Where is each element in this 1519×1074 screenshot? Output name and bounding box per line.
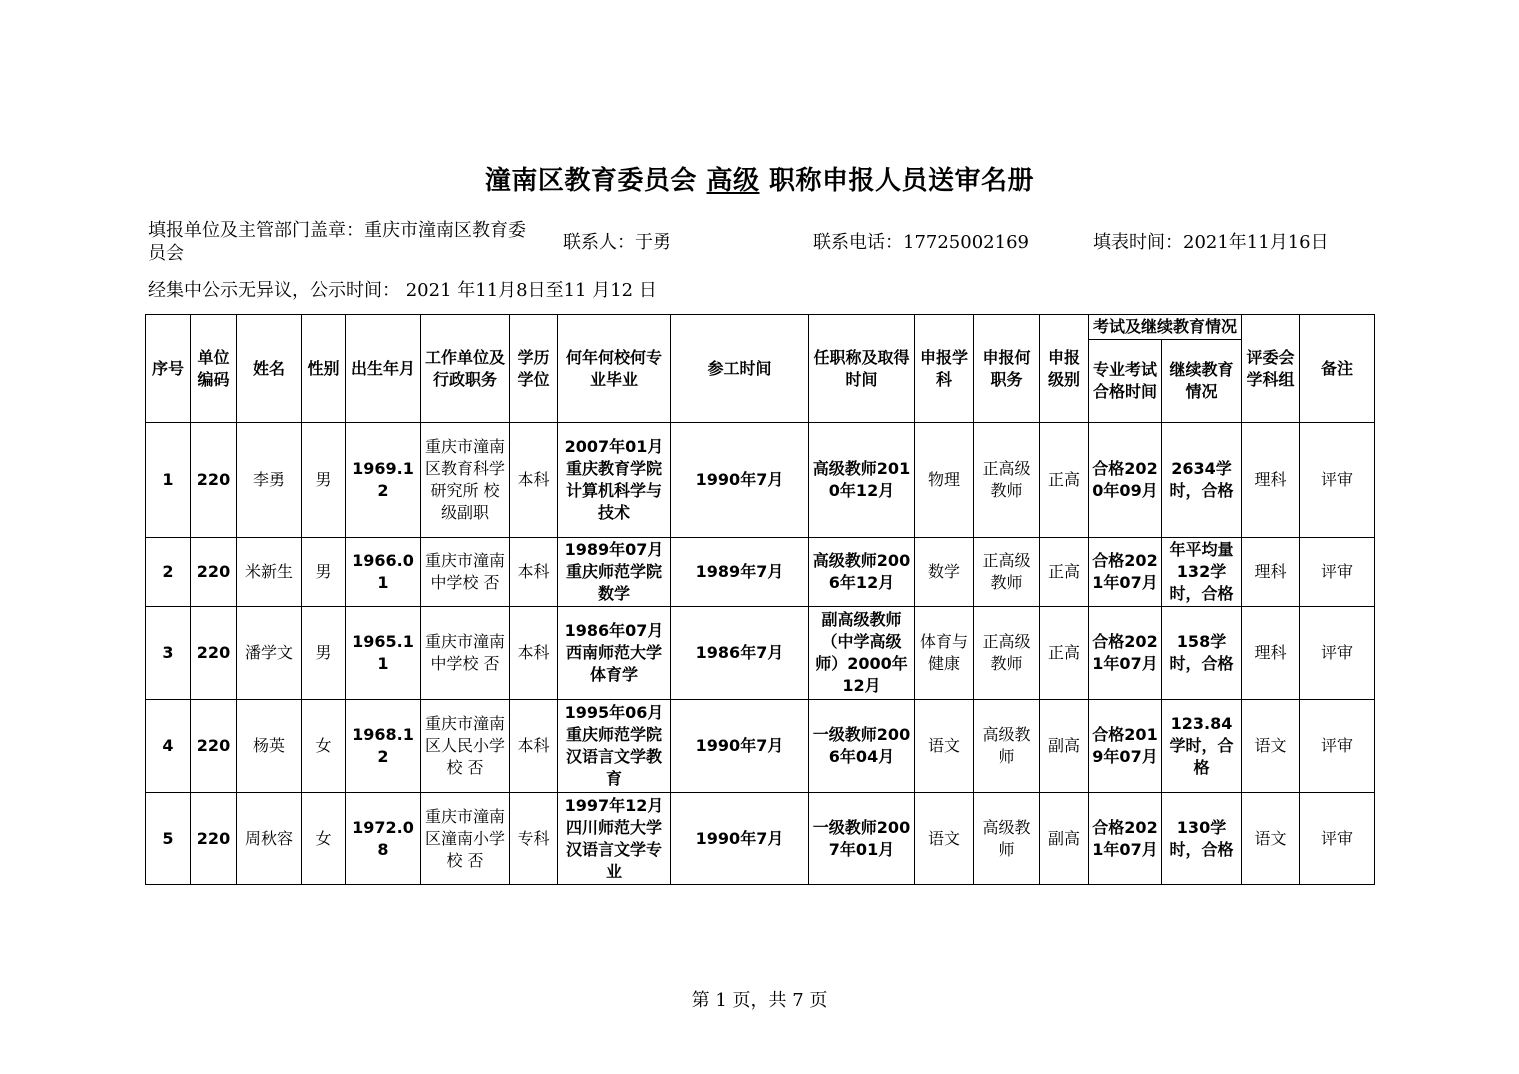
header-graduation: 何年何校何专业毕业 bbox=[558, 315, 671, 423]
cell-work-start: 1989年7月 bbox=[671, 538, 809, 607]
cell-position: 高级教师 bbox=[974, 793, 1040, 885]
cell-workplace: 重庆市潼南区人民小学校 否 bbox=[421, 700, 510, 793]
cell-remark: 评审 bbox=[1300, 700, 1375, 793]
cell-gender: 男 bbox=[302, 423, 346, 538]
cell-birth: 1966.01 bbox=[346, 538, 421, 607]
cell-name: 杨英 bbox=[237, 700, 302, 793]
cell-seq: 3 bbox=[146, 607, 191, 700]
cell-workplace: 重庆市潼南中学校 否 bbox=[421, 538, 510, 607]
cell-exam-pass: 合格2021年07月 bbox=[1089, 607, 1162, 700]
table-row bbox=[146, 793, 1375, 885]
filing-unit: 填报单位及主管部门盖章：重庆市潼南区教育委员会 bbox=[148, 220, 526, 264]
cell-workplace: 重庆市潼南区教育科学研究所 校级副职 bbox=[421, 423, 510, 538]
cell-graduation: 1997年12月四川师范大学汉语言文学专业 bbox=[558, 793, 671, 885]
header-workplace: 工作单位及行政职务 bbox=[421, 315, 510, 423]
cell-seq: 2 bbox=[146, 538, 191, 607]
cell-education: 本科 bbox=[510, 607, 558, 700]
cell-seq: 1 bbox=[146, 423, 191, 538]
header-continuing: 继续教育情况 bbox=[1162, 340, 1242, 423]
cell-current-title: 高级教师2010年12月 bbox=[809, 423, 915, 538]
cell-graduation: 1995年06月重庆师范学院汉语言文学教育 bbox=[558, 700, 671, 793]
cell-continuing: 158学时，合格 bbox=[1162, 607, 1242, 700]
cell-remark: 评审 bbox=[1300, 423, 1375, 538]
table-row bbox=[146, 607, 1375, 700]
cell-current-title: 一级教师2006年04月 bbox=[809, 700, 915, 793]
header-exam-pass: 专业考试合格时间 bbox=[1089, 340, 1162, 423]
cell-remark: 评审 bbox=[1300, 538, 1375, 607]
table-row bbox=[146, 423, 1375, 538]
cell-gender: 女 bbox=[302, 793, 346, 885]
cell-graduation: 1989年07月重庆师范学院数学 bbox=[558, 538, 671, 607]
cell-unit-code: 220 bbox=[191, 423, 237, 538]
cell-unit-code: 220 bbox=[191, 700, 237, 793]
cell-subject: 语文 bbox=[915, 700, 974, 793]
cell-level: 正高 bbox=[1040, 538, 1089, 607]
cell-subject: 体育与健康 bbox=[915, 607, 974, 700]
cell-gender: 男 bbox=[302, 538, 346, 607]
cell-unit-code: 220 bbox=[191, 607, 237, 700]
roster-table bbox=[145, 314, 1375, 885]
header-seq: 序号 bbox=[146, 315, 191, 423]
contact-person: 联系人：于勇 bbox=[563, 232, 671, 253]
cell-work-start: 1986年7月 bbox=[671, 607, 809, 700]
cell-review-group: 理科 bbox=[1242, 538, 1300, 607]
cell-exam-pass: 合格2020年09月 bbox=[1089, 423, 1162, 538]
title-part1: 潼南区教育委员会 bbox=[484, 166, 707, 196]
publicity-period: 经集中公示无异议，公示时间： 2021 年11月8日至11 月12 日 bbox=[148, 280, 657, 301]
table-row bbox=[146, 538, 1375, 607]
cell-education: 本科 bbox=[510, 423, 558, 538]
cell-graduation: 1986年07月西南师范大学 体育学 bbox=[558, 607, 671, 700]
cell-level: 正高 bbox=[1040, 423, 1089, 538]
cell-continuing: 123.84学时，合格 bbox=[1162, 700, 1242, 793]
header-review-group: 评委会学科组 bbox=[1242, 315, 1300, 423]
cell-exam-pass: 合格2021年07月 bbox=[1089, 538, 1162, 607]
fill-date: 填表时间：2021年11月16日 bbox=[1093, 232, 1329, 253]
cell-position: 高级教师 bbox=[974, 700, 1040, 793]
cell-workplace: 重庆市潼南区潼南小学校 否 bbox=[421, 793, 510, 885]
cell-name: 米新生 bbox=[237, 538, 302, 607]
header-birth: 出生年月 bbox=[346, 315, 421, 423]
cell-seq: 4 bbox=[146, 700, 191, 793]
header-row bbox=[146, 315, 1375, 340]
cell-subject: 语文 bbox=[915, 793, 974, 885]
page-title bbox=[0, 160, 1519, 197]
cell-work-start: 1990年7月 bbox=[671, 423, 809, 538]
cell-birth: 1969.12 bbox=[346, 423, 421, 538]
cell-position: 正高级教师 bbox=[974, 423, 1040, 538]
header-name: 姓名 bbox=[237, 315, 302, 423]
cell-birth: 1965.11 bbox=[346, 607, 421, 700]
header-subject: 申报学科 bbox=[915, 315, 974, 423]
cell-review-group: 理科 bbox=[1242, 607, 1300, 700]
cell-review-group: 语文 bbox=[1242, 700, 1300, 793]
cell-review-group: 理科 bbox=[1242, 423, 1300, 538]
cell-remark: 评审 bbox=[1300, 793, 1375, 885]
header-current-title: 任职称及取得时间 bbox=[809, 315, 915, 423]
cell-birth: 1972.08 bbox=[346, 793, 421, 885]
cell-education: 本科 bbox=[510, 538, 558, 607]
title-level: 高级 bbox=[706, 166, 760, 196]
header-remark: 备注 bbox=[1300, 315, 1375, 423]
cell-education: 本科 bbox=[510, 700, 558, 793]
cell-birth: 1968.12 bbox=[346, 700, 421, 793]
cell-name: 李勇 bbox=[237, 423, 302, 538]
cell-name: 周秋容 bbox=[237, 793, 302, 885]
cell-continuing: 130学时，合格 bbox=[1162, 793, 1242, 885]
table-row bbox=[146, 700, 1375, 793]
cell-education: 专科 bbox=[510, 793, 558, 885]
cell-subject: 数学 bbox=[915, 538, 974, 607]
cell-workplace: 重庆市潼南中学校 否 bbox=[421, 607, 510, 700]
contact-phone: 联系电话：17725002169 bbox=[813, 232, 1029, 253]
cell-level: 副高 bbox=[1040, 700, 1089, 793]
cell-unit-code: 220 bbox=[191, 538, 237, 607]
cell-exam-pass: 合格2019年07月 bbox=[1089, 700, 1162, 793]
header-level: 申报级别 bbox=[1040, 315, 1089, 423]
cell-current-title: 高级教师2006年12月 bbox=[809, 538, 915, 607]
cell-work-start: 1990年7月 bbox=[671, 700, 809, 793]
cell-continuing: 2634学时，合格 bbox=[1162, 423, 1242, 538]
cell-review-group: 语文 bbox=[1242, 793, 1300, 885]
cell-position: 正高级教师 bbox=[974, 538, 1040, 607]
cell-level: 副高 bbox=[1040, 793, 1089, 885]
header-position: 申报何职务 bbox=[974, 315, 1040, 423]
header-work-start: 参工时间 bbox=[671, 315, 809, 423]
header-gender: 性别 bbox=[302, 315, 346, 423]
header-unit-code: 单位编码 bbox=[191, 315, 237, 423]
page-footer: 第 1 页，共 7 页 bbox=[691, 990, 828, 1011]
cell-gender: 女 bbox=[302, 700, 346, 793]
cell-position: 正高级教师 bbox=[974, 607, 1040, 700]
cell-continuing: 年平均量132学时，合格 bbox=[1162, 538, 1242, 607]
cell-current-title: 副高级教师（中学高级师）2000年12月 bbox=[809, 607, 915, 700]
title-part2: 职称申报人员送审名册 bbox=[759, 166, 1035, 196]
cell-exam-pass: 合格2021年07月 bbox=[1089, 793, 1162, 885]
cell-level: 正高 bbox=[1040, 607, 1089, 700]
cell-subject: 物理 bbox=[915, 423, 974, 538]
cell-unit-code: 220 bbox=[191, 793, 237, 885]
cell-work-start: 1990年7月 bbox=[671, 793, 809, 885]
cell-remark: 评审 bbox=[1300, 607, 1375, 700]
cell-gender: 男 bbox=[302, 607, 346, 700]
header-education: 学历学位 bbox=[510, 315, 558, 423]
cell-current-title: 一级教师2007年01月 bbox=[809, 793, 915, 885]
cell-name: 潘学文 bbox=[237, 607, 302, 700]
header-exam-group: 考试及继续教育情况 bbox=[1089, 315, 1242, 340]
cell-seq: 5 bbox=[146, 793, 191, 885]
cell-graduation: 2007年01月重庆教育学院计算机科学与技术 bbox=[558, 423, 671, 538]
